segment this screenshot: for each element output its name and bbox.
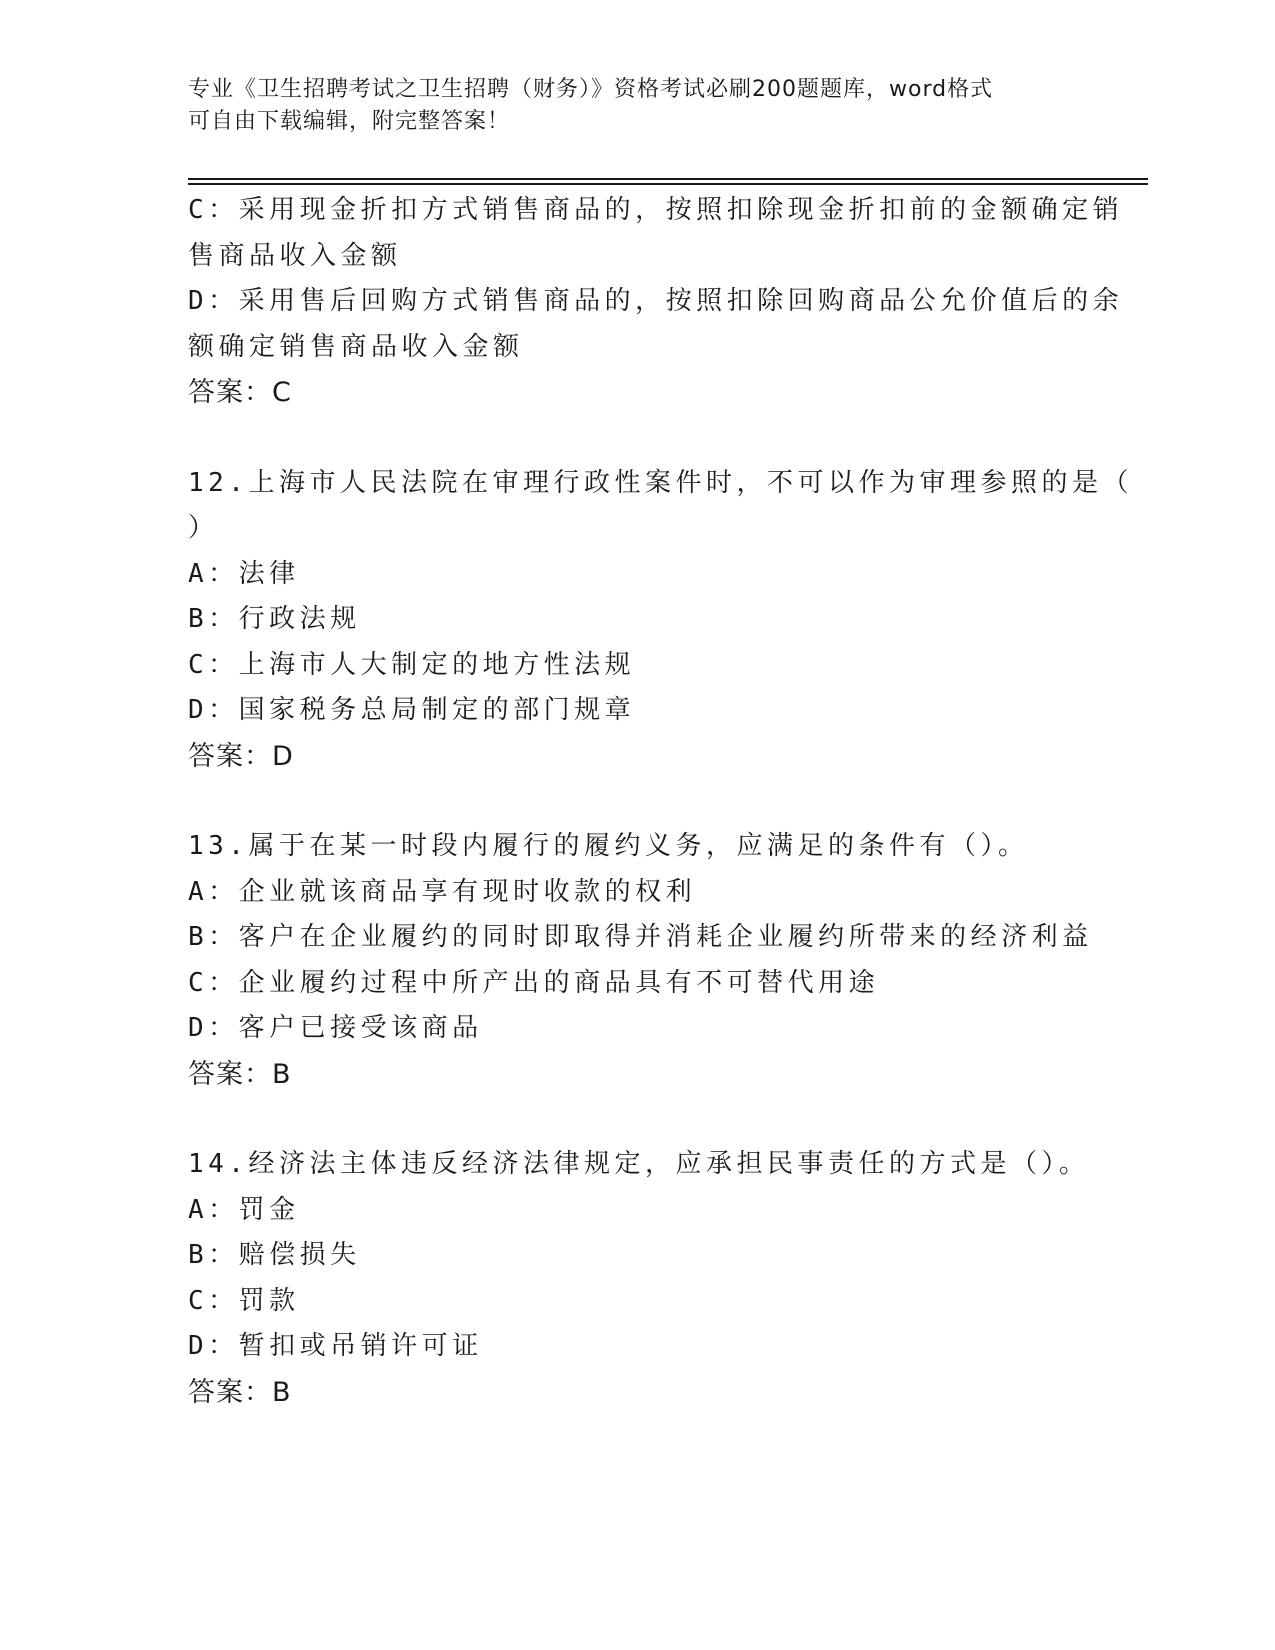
option-d: D：客户已接受该商品: [188, 1013, 483, 1043]
spacer: [188, 416, 1088, 461]
spacer: [188, 779, 1088, 824]
question-stem-line-1: 14.经济法主体违反经济法律规定，应承担民事责任的方式是（）。: [188, 1149, 1090, 1179]
spacer: [188, 1097, 1088, 1142]
question-list: [188, 188, 1133, 1415]
option-b: B：行政法规: [188, 604, 361, 634]
header-rule-top: [188, 178, 1148, 180]
option-c: C：上海市人大制定的地方性法规: [188, 649, 636, 680]
option-d-line-2: 额确定销售商品收入金额: [188, 331, 524, 362]
header-rule-bottom: [188, 183, 1148, 185]
header-title-line-2: 可自由下载编辑，附完整答案！: [188, 109, 511, 134]
header-title-line-1: 专业《卫生招聘考试之卫生招聘（财务）》资格考试必刷200题题库，word格式: [188, 77, 994, 102]
question-11-continued: [188, 188, 1124, 416]
option-a: A：罚金: [188, 1194, 300, 1225]
question-stem-line-1: 12.上海市人民法院在审理行政性案件时，不可以作为审理参照的是（: [188, 467, 1133, 498]
option-b: B：赔偿损失: [188, 1240, 361, 1270]
document-header: [188, 74, 1088, 138]
question-stem-line-2: ）: [188, 513, 219, 543]
answer-line: 答案：D: [188, 740, 294, 772]
option-c: C：罚款: [188, 1285, 300, 1316]
option-d: D：国家税务总局制定的部门规章: [188, 695, 636, 725]
question-12: [188, 461, 1133, 780]
answer-line: 答案：C: [188, 377, 292, 408]
question-13: [188, 824, 1093, 1097]
option-d: D：暂扣或吊销许可证: [188, 1331, 483, 1361]
option-b: B：客户在企业履约的同时即取得并消耗企业履约所带来的经济利益: [188, 922, 1093, 952]
option-c-line-1: C：采用现金折扣方式销售商品的，按照扣除现金折扣前的金额确定销: [188, 195, 1124, 225]
answer-line: 答案：B: [188, 1376, 292, 1408]
option-a: A：法律: [188, 558, 300, 589]
option-d-line-1: D：采用售后回购方式销售商品的，按照扣除回购商品公允价值后的余: [188, 286, 1124, 316]
question-14: [188, 1142, 1088, 1415]
answer-line: 答案：B: [188, 1058, 292, 1090]
option-c: C：企业履约过程中所产出的商品具有不可替代用途: [188, 967, 880, 998]
option-a: A：企业就该商品享有现时收款的权利: [188, 876, 697, 907]
question-stem-line-1: 13.属于在某一时段内履行的履约义务，应满足的条件有（）。: [188, 831, 1029, 861]
option-c-line-2: 售商品收入金额: [188, 240, 402, 271]
